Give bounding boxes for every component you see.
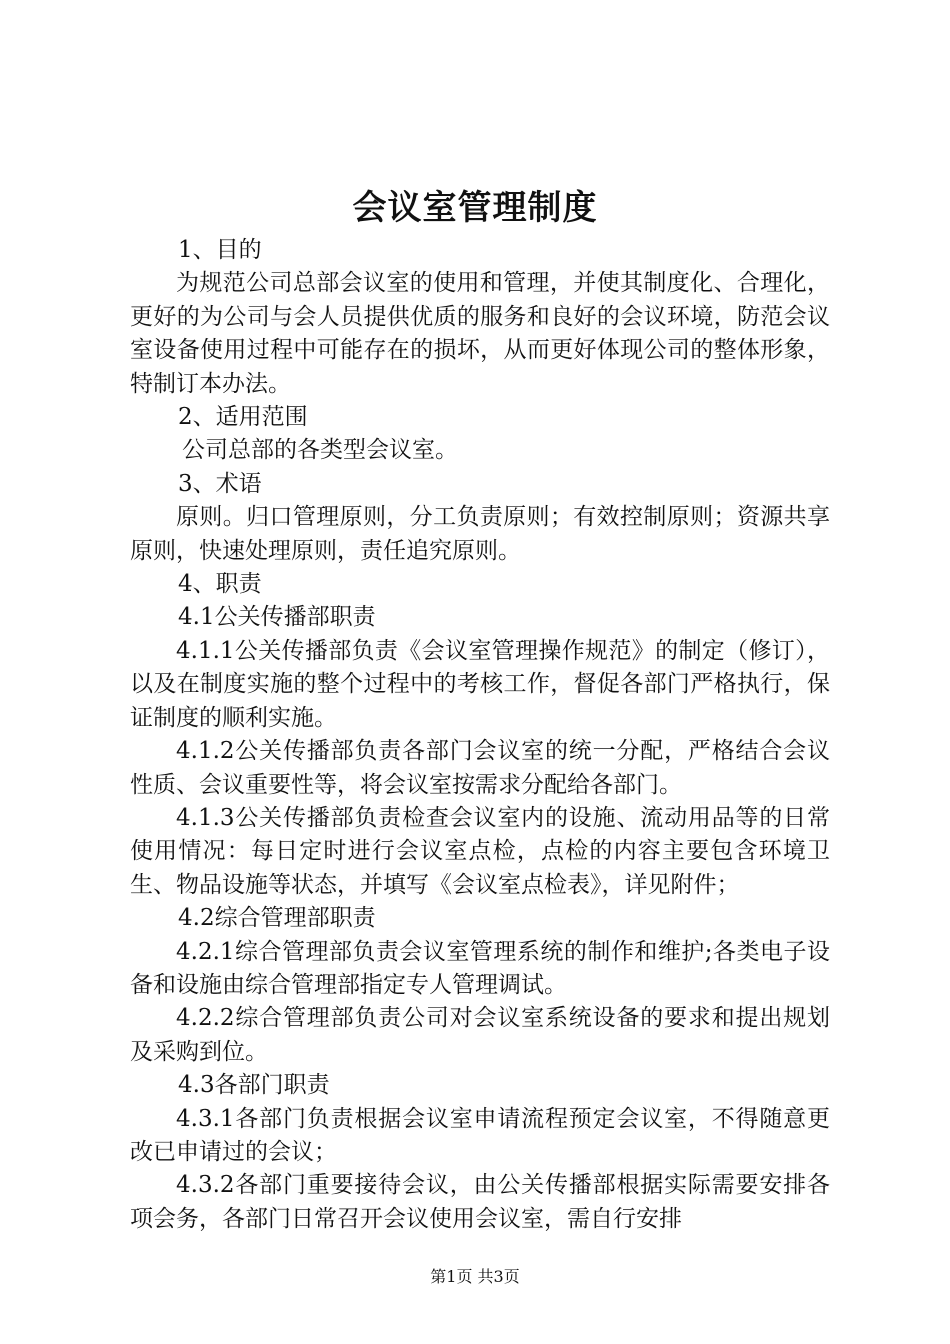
section-heading-duties: 4、职责 (178, 571, 262, 598)
paragraph-4-1-3: 4.1.3公关传播部负责检查会议室内的设施、流动用品等的日常使用情况：每日定时进行会议室点检，点检的内容主要包含环境卫生、物品设施等状态，并填写《会议室点检表》，详见附件； (130, 804, 830, 898)
section-heading-purpose: 1、目的 (178, 237, 262, 263)
paragraph-4-3-1: 4.3.1各部门负责根据会议室申请流程预定会议室，不得随意更改已申请过的会议； (130, 1105, 830, 1165)
section-heading-terms: 3、术语 (178, 470, 262, 497)
paragraph-terms: 原则。归口管理原则，分工负责原则；有效控制原则；资源共享原则，快速处理原则，责任追究原则。 (130, 504, 830, 564)
page-number-footer: 第1页 共3页 (430, 1267, 520, 1286)
subsection-heading-admin: 4.2综合管理部职责 (178, 905, 376, 932)
section-heading-scope: 2、适用范围 (178, 404, 308, 431)
paragraph-4-2-1: 4.2.1综合管理部负责会议室管理系统的制作和维护;各类电子设备和设施由综合管理部指定专人管理调试。 (130, 938, 830, 998)
subsection-heading-departments: 4.3各部门职责 (178, 1072, 330, 1099)
document-title: 会议室管理制度 (352, 188, 598, 228)
paragraph-4-1-2: 4.1.2公关传播部负责各部门会议室的统一分配，严格结合会议性质、会议重要性等，将会议室按需求分配给各部门。 (130, 738, 830, 798)
paragraph-scope: 公司总部的各类型会议室。 (182, 437, 458, 464)
document-body (130, 234, 830, 1236)
paragraph-4-3-2: 4.3.2各部门重要接待会议，由公关传播部根据实际需要安排各项会务，各部门日常召开会议使用会议室，需自行安排 (130, 1172, 830, 1232)
paragraph-4-2-2: 4.2.2综合管理部负责公司对会议室系统设备的要求和提出规划及采购到位。 (130, 1005, 830, 1065)
paragraph-purpose: 为规范公司总部会议室的使用和管理，并使其制度化、合理化，更好的为公司与会人员提供优质的服务和良好的会议环境，防范会议室设备使用过程中可能存在的损坏，从而更好体现公司的整体形象，特制订本办法。 (130, 270, 830, 397)
paragraph-4-1-1: 4.1.1公关传播部负责《会议室管理操作规范》的制定（修订），以及在制度实施的整个过程中的考核工作，督促各部门严格执行，保证制度的顺利实施。 (130, 637, 830, 731)
subsection-heading-pr: 4.1公关传播部职责 (178, 604, 376, 631)
